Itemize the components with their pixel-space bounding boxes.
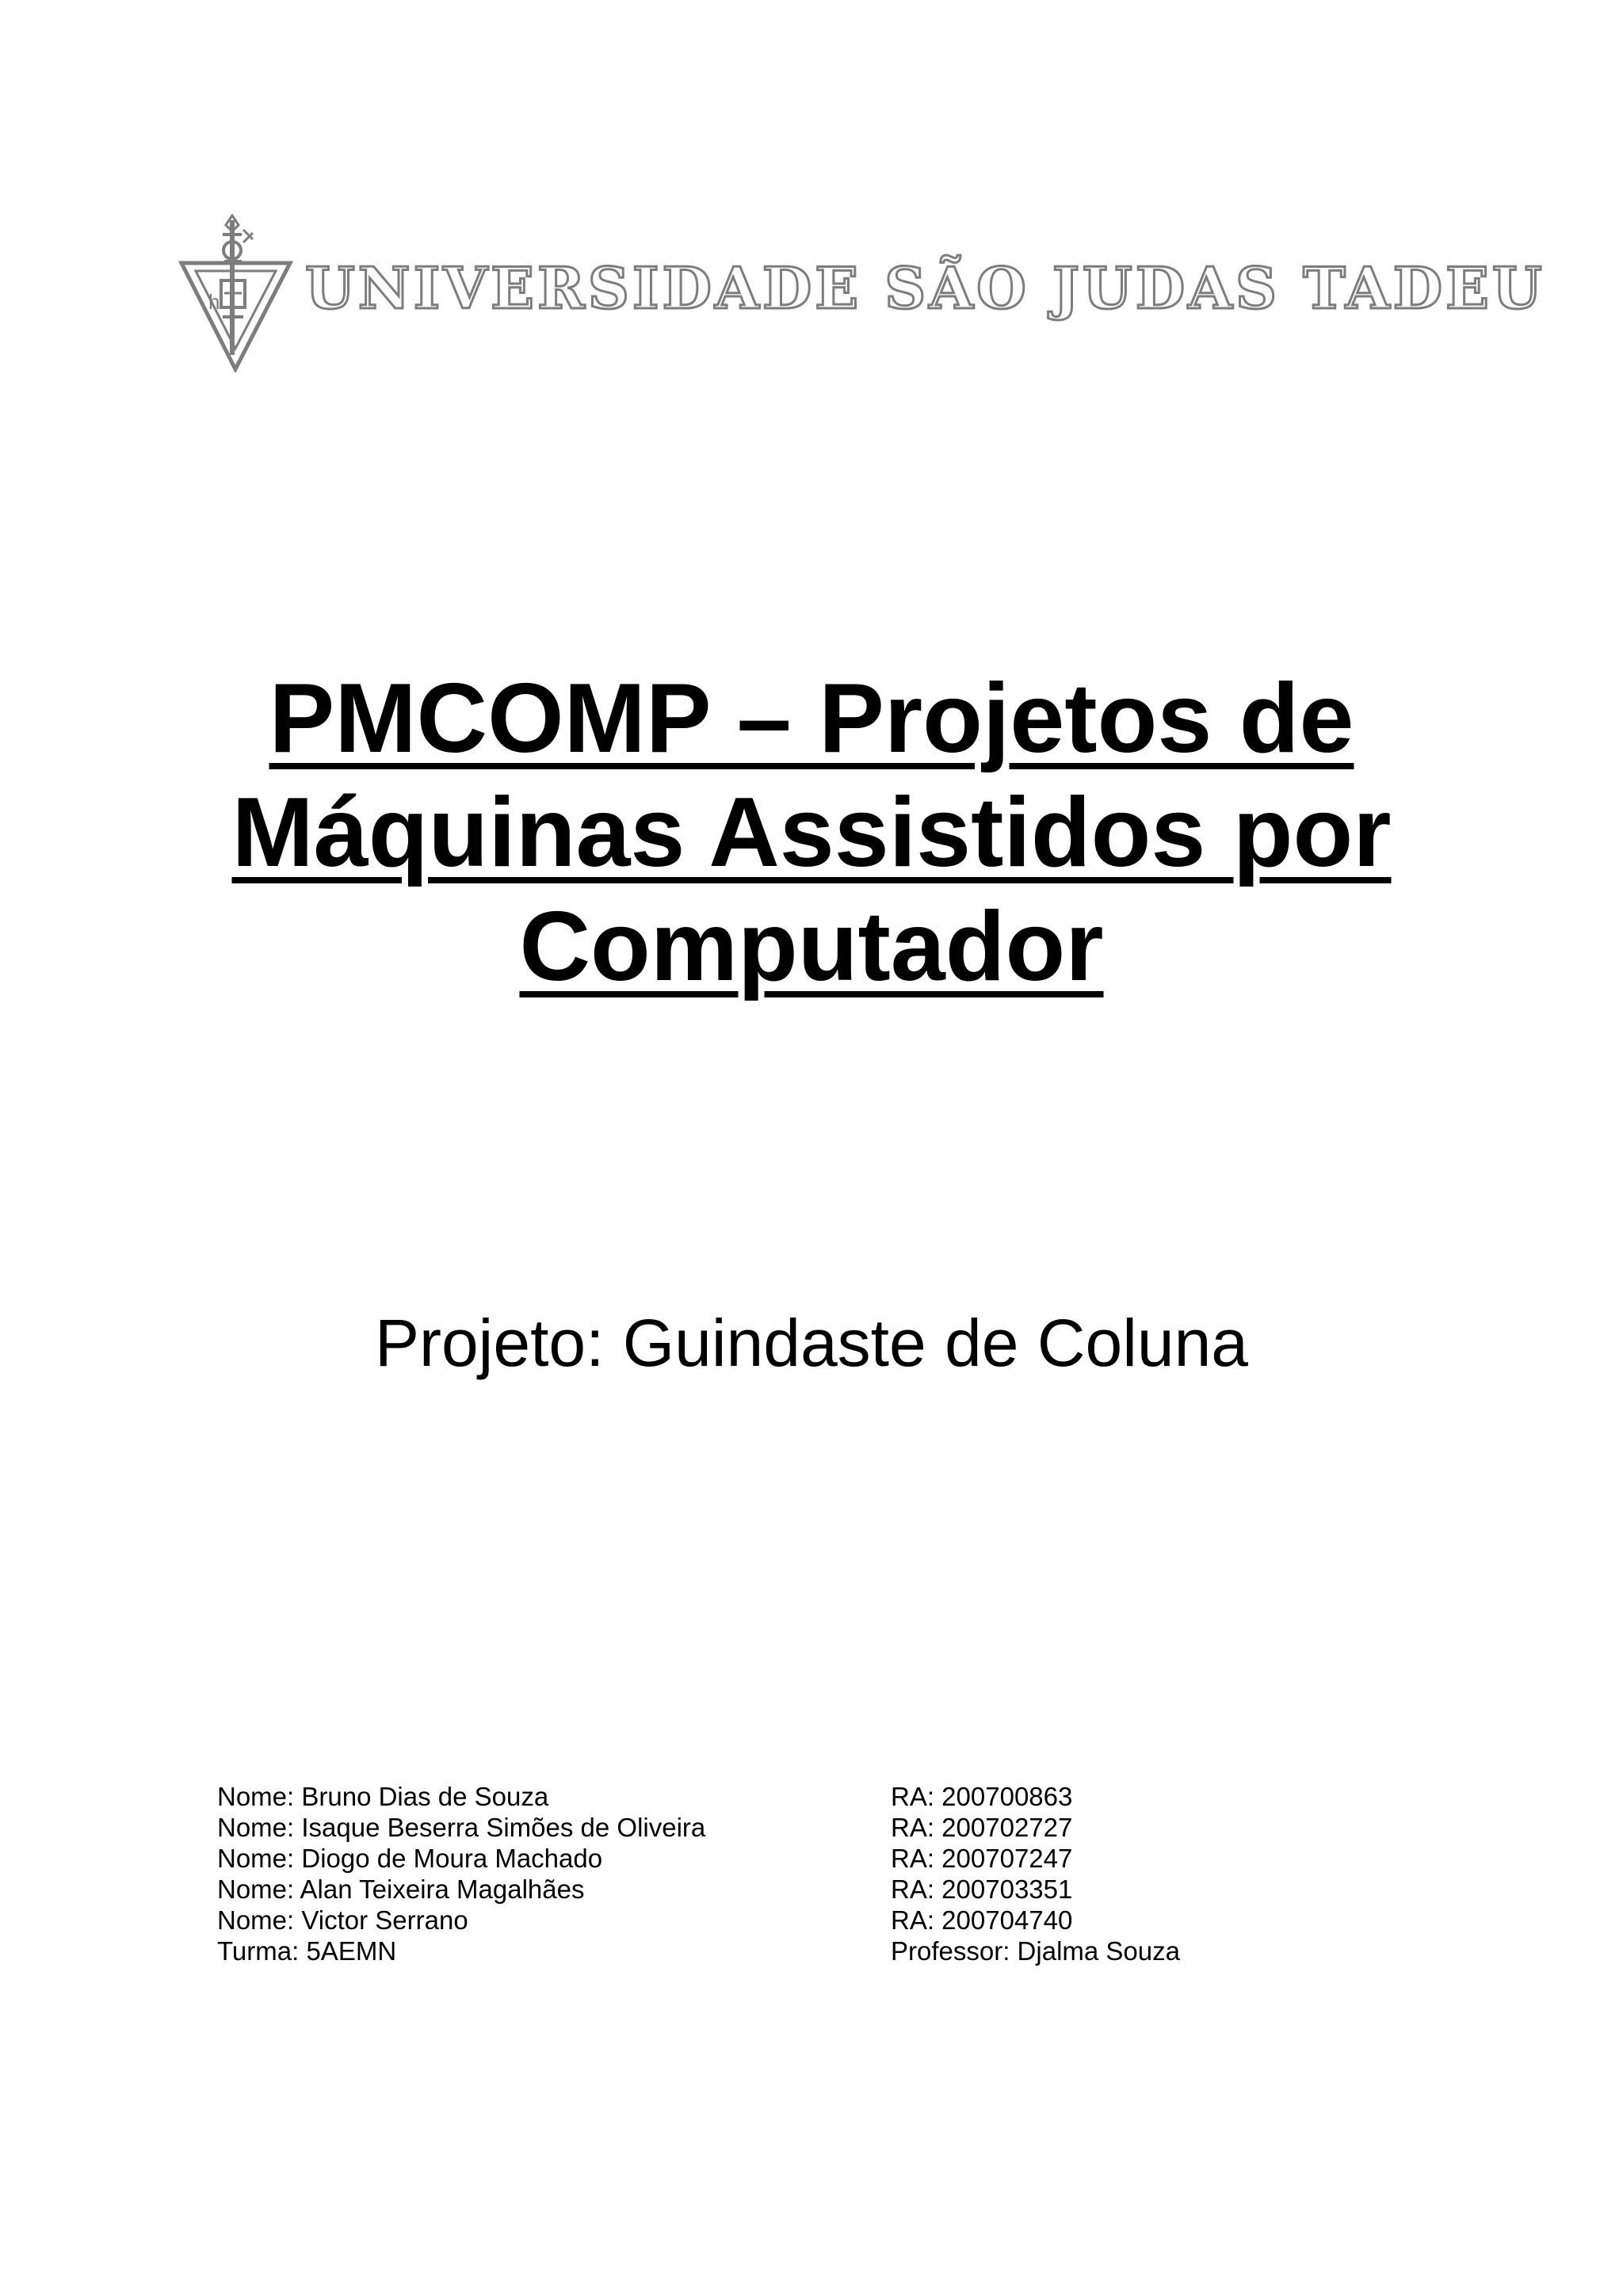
member-row [217,1812,1406,1843]
member-name: Nome: Diogo de Moura Machado [217,1844,603,1873]
member-ra: RA: 200700863 [891,1782,1073,1811]
university-name: UNIVERSIDADE SÃO JUDAS TADEU [305,254,1545,322]
class-code: Turma: 5AEMN [217,1936,397,1966]
team-members-list [217,1781,1406,1966]
member-name: Nome: Bruno Dias de Souza [217,1782,549,1811]
logo-mark-letter: h [208,290,220,314]
university-crest-icon [178,214,293,372]
member-ra: RA: 200707247 [891,1844,1073,1873]
member-row [217,1905,1406,1936]
member-row [217,1874,1406,1905]
document-title [0,662,1623,1004]
member-name: Nome: Isaque Beserra Simões de Oliveira [217,1813,706,1842]
member-row [217,1843,1406,1874]
university-logo [178,214,1545,372]
member-ra: RA: 200704740 [891,1905,1073,1935]
professor-name: Professor: Djalma Souza [891,1936,1180,1966]
member-name: Nome: Alan Teixeira Magalhães [217,1875,585,1904]
class-professor-row [217,1936,1406,1966]
title-line: PMCOMP – Projetos de [269,664,1354,773]
member-ra: RA: 200702727 [891,1813,1073,1842]
title-line: Computador [519,892,1104,1001]
project-name: Projeto: Guindaste de Coluna [374,1306,1249,1380]
member-ra: RA: 200703351 [891,1875,1073,1904]
member-row [217,1781,1406,1812]
title-line: Máquinas Assistidos por [231,778,1392,887]
member-name: Nome: Victor Serrano [217,1905,468,1935]
